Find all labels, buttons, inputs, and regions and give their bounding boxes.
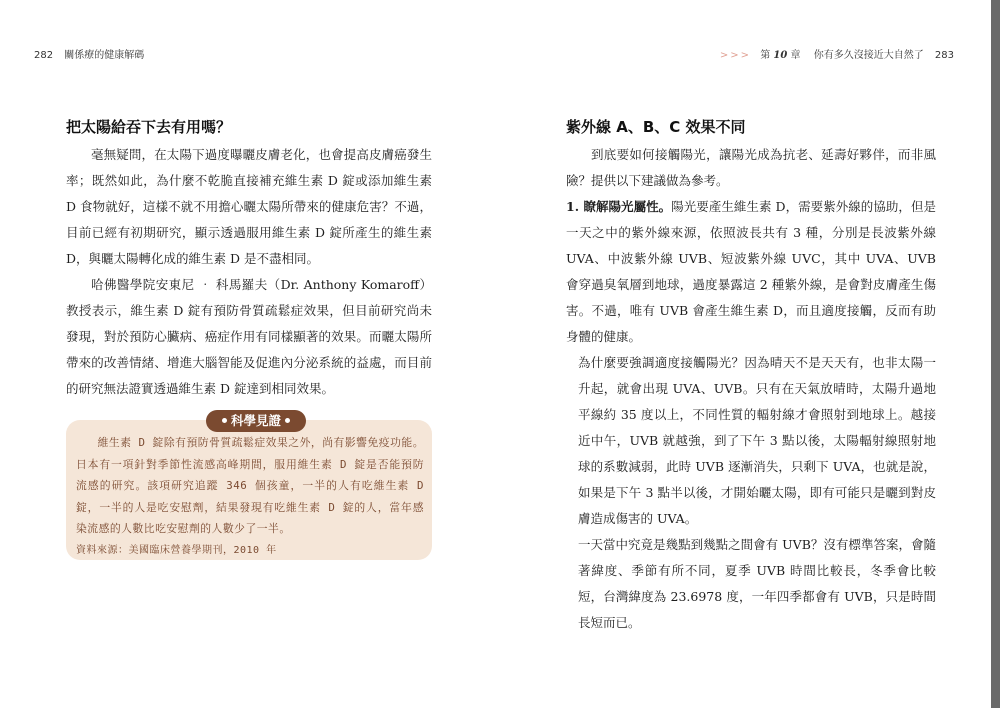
bullet-dot-icon [285, 418, 290, 423]
science-evidence-text [76, 432, 424, 561]
left-running-title: 關係療的健康解碼 [64, 50, 145, 61]
left-body-text [66, 142, 432, 402]
left-section-heading: 把太陽給吞下去有用嗎？ [66, 118, 232, 136]
item-1-title: 1. 瞭解陽光屬性。 [566, 199, 672, 214]
science-evidence-tag [206, 410, 306, 432]
right-paragraph-3: 一天當中究竟是幾點到幾點之間會有 UVB？沒有標準答案，會隨著緯度、季節有所不同，夏季 UVB 時間比較長，冬季會比較短，台灣緯度為 23.6978 度，一年四季都會有 UVB，只是時間長短而已。 [578, 537, 936, 630]
science-body: 維生素 D 錠除有預防骨質疏鬆症效果之外，尚有影響免疫功能。日本有一項針對季節性流感高峰期間，服用維生素 D 錠是否能預防流感的研究。該項研究追蹤 346 個孩童，一半的人有吃維生素 D 錠，一半的人是吃安慰劑，結果發現有吃維生素 D 錠的人，當年感染流感的人數比吃安慰劑的人數少了一半。 [76, 436, 424, 535]
chapter-suffix: 章 [790, 50, 801, 61]
chapter-title: 你有多久沒接近大自然了 [813, 50, 924, 61]
right-body-text [566, 142, 936, 636]
chapter-arrows-icon: >>> [719, 50, 752, 61]
science-source: 資料來源：美國臨床營養學期刊，2010 年 [76, 544, 277, 556]
right-intro: 到底要如何接觸陽光，讓陽光成為抗老、延壽好夥伴，而非風險？提供以下建議做為參考。 [566, 147, 936, 188]
left-paragraph-2: 哈佛醫學院安東尼 ‧ 科馬羅夫（Dr. Anthony Komaroff）教授表示，維生素 D 錠有預防骨質疏鬆症效果，但目前研究尚未發現，對於預防心臟病、癌症作用有同樣顯著的效果。而曬太陽所帶來的改善情緒、增進大腦智能及促進內分泌系統的益處，而目前的研究無法證實透過維生素 D 錠達到相同效果。 [66, 277, 432, 396]
right-page-number: 283 [934, 50, 954, 61]
left-paragraph-1: 毫無疑問，在太陽下過度曝曬皮膚老化，也會提高皮膚癌發生率；既然如此，為什麼不乾脆直接補充維生素 D 錠或添加維生素 D 食物就好，這樣不就不用擔心曬太陽所帶來的健康危害？不過，目前已經有初期研究，顯示透過服用維生素 D 錠所產生的維生素 D，與曬太陽轉化成的維生素 D 是不盡相同。 [66, 147, 432, 266]
right-running-head [720, 46, 954, 61]
left-page-number: 282 [34, 50, 54, 61]
chapter-label: 第 [760, 50, 771, 61]
bullet-dot-icon [222, 418, 227, 423]
item-1-text: 陽光要產生維生素 D，需要紫外線的協助，但是一天之中的紫外線來源，依照波長共有 3 種，分別是長波紫外線 UVA、中波紫外線 UVB、短波紫外線 UVC，其中 UVA、UVB 會穿過臭氧層到地球，過度暴露這 2 種紫外線，是會對皮膚產生傷害。不過，唯有 UVB 會產生維生素 D，而且適度接觸，反而有助身體的健康。 [566, 199, 936, 344]
chapter-number: 10 [773, 50, 788, 61]
right-paragraph-2: 為什麼要強調適度接觸陽光？因為晴天不是天天有，也非太陽一升起，就會出現 UVA、UVB。只有在天氣放晴時，太陽升過地平線約 35 度以上，不同性質的輻射線才會照射到地球上。越接近中午，UVB 就越強，到了下午 3 點以後，太陽輻射線照射地球的系數減弱，此時 UVB 逐漸消失，只剩下 UVA，也就是說，如果是下午 3 點半以後，才開始曬太陽，即有可能只是曬到對皮膚造成傷害的 UVA。 [578, 355, 936, 526]
right-item-1 [566, 194, 936, 350]
chapter-marker [760, 50, 800, 61]
left-running-head [34, 46, 144, 61]
page-edge [991, 0, 1000, 708]
science-tag-label: 科學見證 [231, 413, 282, 428]
right-section-heading: 紫外線 A、B、C 效果不同 [566, 118, 746, 136]
